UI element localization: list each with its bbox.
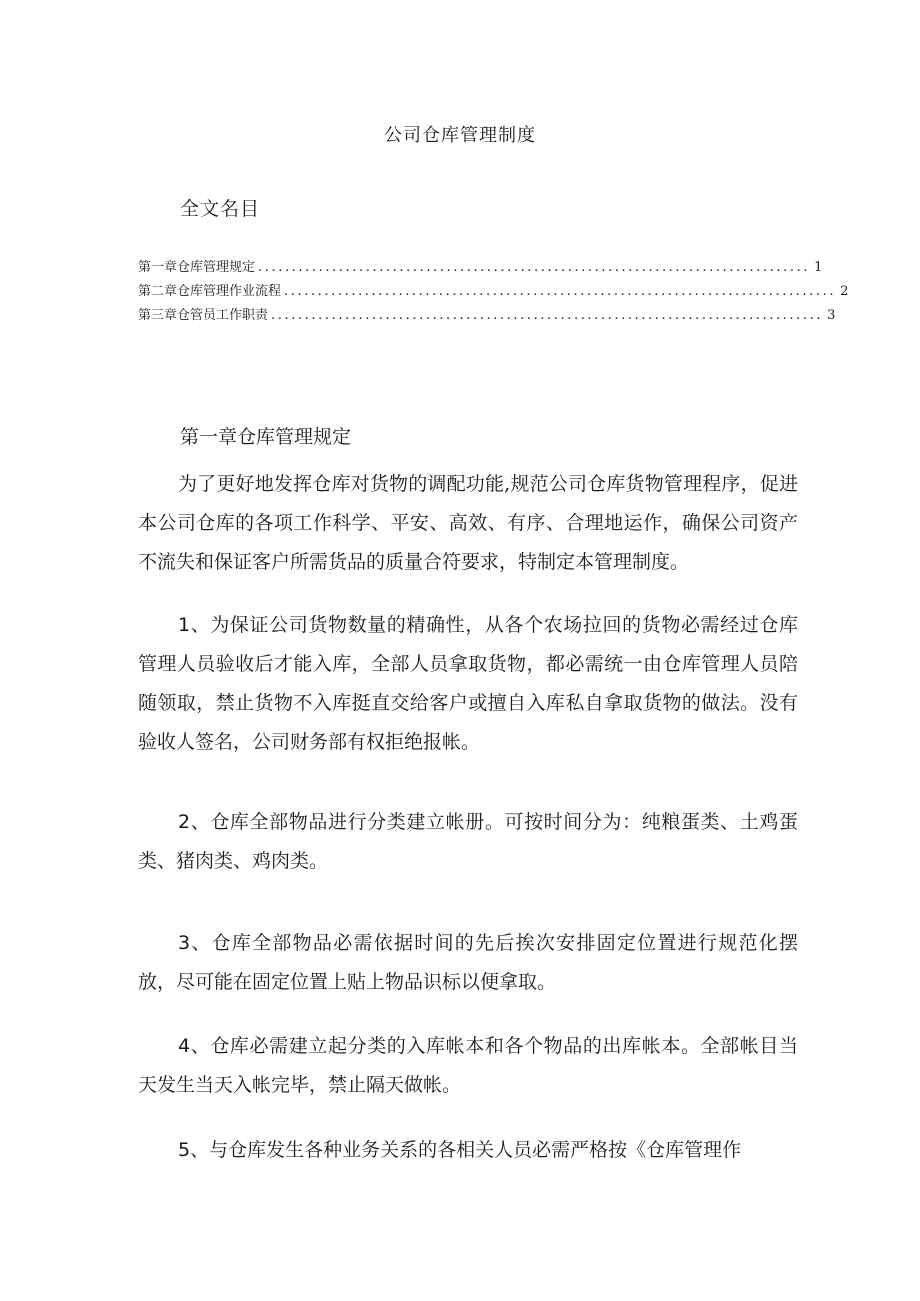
rule-number: 3 bbox=[178, 932, 191, 954]
toc-entry-chapter-3[interactable] bbox=[138, 306, 836, 330]
intro-paragraph: 为了更好地发挥仓库对货物的调配功能,规范公司仓库货物管理程序，促进本公司仓库的各项工作科学、平安、高效、有序、合理地运作，确保公司资产不流失和保证客户所需货品的质量合符要求，特制定本管理制度。 bbox=[138, 473, 798, 573]
rule-item-4 bbox=[138, 1027, 798, 1105]
toc-leader-dots: .................................................................................. bbox=[258, 260, 811, 275]
rule-item-5 bbox=[138, 1131, 798, 1170]
rule-number: 5 bbox=[178, 1139, 191, 1161]
chapter-1-heading: 第一章仓库管理规定 bbox=[180, 426, 352, 448]
toc-page-number: 1 bbox=[814, 260, 823, 275]
toc-entry-label: 第二章仓库管理作业流程 bbox=[138, 284, 282, 299]
toc-entry-label: 第一章仓库管理规定 bbox=[138, 260, 256, 275]
rule-number: 2 bbox=[178, 811, 191, 833]
toc-page-number: 2 bbox=[840, 284, 849, 299]
toc-page-number: 3 bbox=[827, 308, 836, 323]
table-of-contents bbox=[138, 258, 849, 330]
rule-item-1 bbox=[138, 606, 798, 762]
toc-leader-dots: .................................................................................. bbox=[284, 284, 837, 299]
document-title: 公司仓库管理制度 bbox=[384, 125, 536, 146]
rule-text: 、仓库必需建立起分类的入库帐本和各个物品的出库帐本。全部帐目当天发生当天入帐完毕，禁止隔天做帐。 bbox=[138, 1035, 798, 1096]
rule-text: 、仓库全部物品进行分类建立帐册。可按时间分为：纯粮蛋类、土鸡蛋类、猪肉类、鸡肉类。 bbox=[138, 811, 798, 872]
toc-entry-chapter-1[interactable] bbox=[138, 258, 823, 282]
rule-number: 1 bbox=[178, 614, 191, 636]
toc-entry-chapter-2[interactable] bbox=[138, 282, 849, 306]
rule-text: 、为保证公司货物数量的精确性，从各个农场拉回的货物必需经过仓库管理人员验收后才能入库，全部人员拿取货物，都必需统一由仓库管理人员陪随领取，禁止货物不入库挺直交给客户或擅自入库私自拿取货物的做法。没有验收人签名，公司财务部有权拒绝报帐。 bbox=[138, 614, 798, 753]
toc-leader-dots: .................................................................................. bbox=[271, 308, 824, 323]
rule-item-2 bbox=[138, 803, 798, 881]
rule-number: 4 bbox=[178, 1035, 191, 1057]
rule-text: 、与仓库发生各种业务关系的各相关人员必需严格按《仓库管理作 bbox=[190, 1139, 742, 1161]
rule-item-3 bbox=[138, 924, 798, 1002]
toc-heading: 全文名目 bbox=[180, 198, 261, 220]
rule-text: 、仓库全部物品必需依据时间的先后挨次安排固定位置进行规范化摆放，尽可能在固定位置上贴上物品识标以便拿取。 bbox=[138, 932, 798, 993]
toc-entry-label: 第三章仓管员工作职责 bbox=[138, 308, 269, 323]
